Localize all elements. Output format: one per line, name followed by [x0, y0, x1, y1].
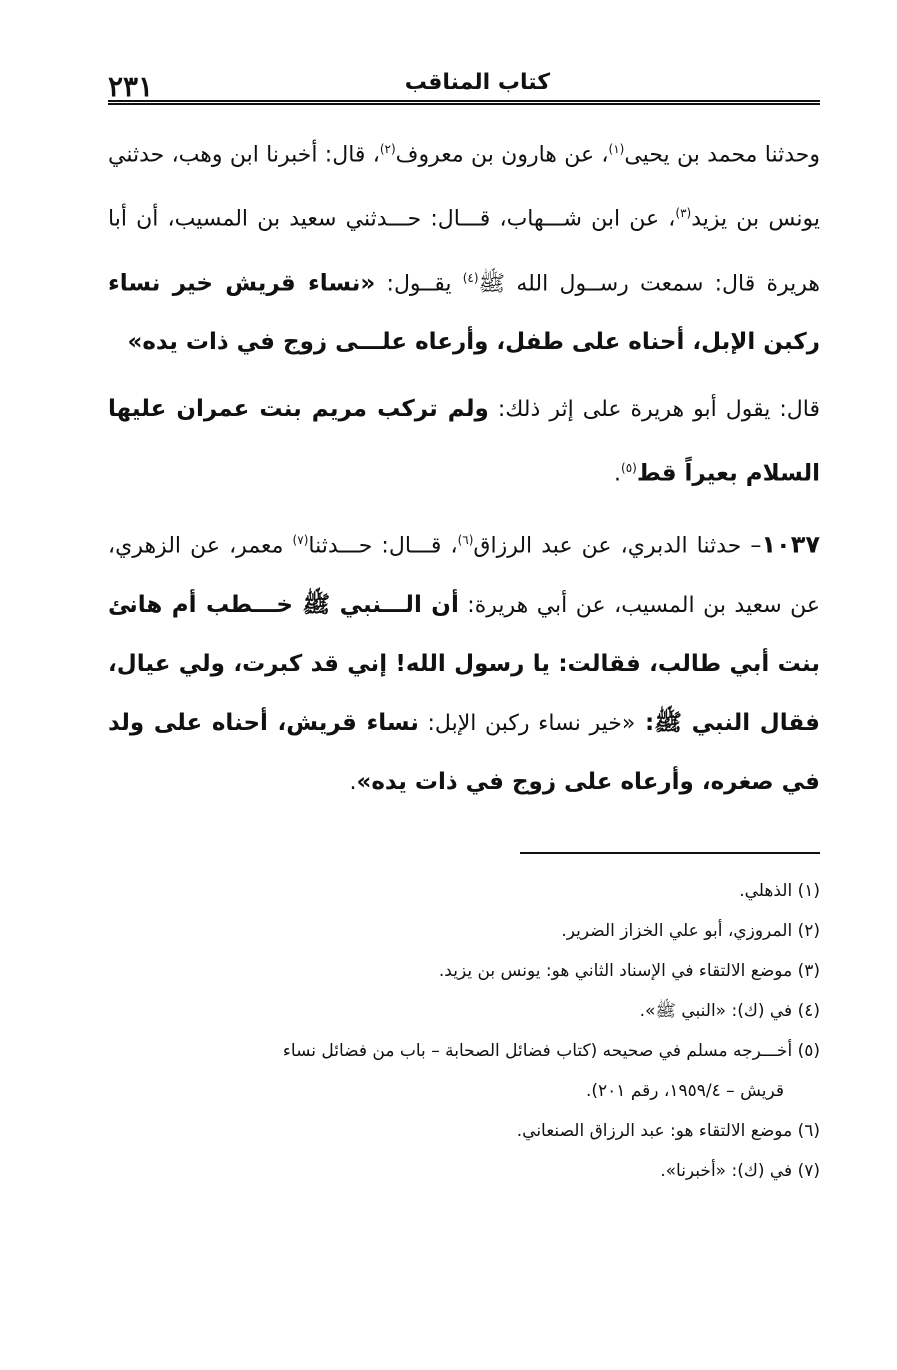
text-run: يقــول:: [375, 270, 463, 296]
paragraph-3: [108, 511, 820, 811]
footnote-4: (٤) في (ك): «النبي ﷺ».: [639, 1001, 820, 1021]
footnote-ref: (٣): [675, 206, 692, 221]
footnote-ref: (٤): [462, 270, 479, 285]
text-run: وحدثنا محمد بن يحيى: [624, 142, 820, 168]
hadith-text: ولم تركب مريم بنت عمران عليها السلام بعيراً قط: [108, 395, 820, 487]
footnote-5: (٥) أخـــرجه مسلم في صحيحه (كتاب فضائل الصحابة – باب من فضائل نساء: [282, 1041, 820, 1061]
chapter-title: كتاب المناقب: [404, 70, 550, 95]
text-run: معمر، عن الزهري، عن سعيد بن المسيب، عن أبي هريرة:: [108, 533, 820, 618]
text-run: ، عن ابن شـــهاب، قـــال: حـــدثني سعيد بن المسيب، أن أبا هريرة قال: سمعت رســول الله ﷺ: [108, 206, 821, 296]
footnotes: [108, 872, 820, 1192]
footnote-2: (٢) المروزي، أبو علي الخزاز الضرير.: [561, 921, 820, 941]
hadith-text: أن الـــنبي ﷺ خـــطب أم هانئ بنت أبي طالب، فقالت: يا رسول الله! إني قد كبرت، ولي عيال، فقال النبي ﷺ:: [108, 591, 820, 736]
text-run: ، قال: أخبرنا ابن وهب، حدثني يونس بن يزيد: [108, 142, 820, 232]
footnote-3: (٣) موضع الالتقاء في الإسناد الثاني هو: يونس بن يزيد.: [438, 961, 820, 981]
text-run: ، قـــال: حـــدثنا: [308, 533, 458, 559]
page-number: ٢٣١: [108, 70, 154, 103]
page-header: [108, 70, 820, 105]
footnote-ref: (٦): [457, 533, 474, 548]
footnote-ref: (٢): [379, 142, 396, 156]
text-run: .: [614, 461, 622, 487]
main-text: [108, 120, 820, 820]
text-run: قال: يقول أبو هريرة على إثر ذلك:: [488, 396, 821, 422]
paragraph-2: [108, 380, 820, 503]
footnote-1: (١) الذهلي.: [739, 881, 820, 901]
footnote-7: (٧) في (ك): «أخبرنا».: [660, 1161, 820, 1181]
footnote-6: (٦) موضع الالتقاء هو: عبد الرزاق الصنعاني.: [516, 1121, 820, 1141]
footnote-separator: [520, 852, 820, 854]
text-run: «خير نساء ركبن الإبل:: [418, 710, 636, 736]
footnote-5-continued: قريش – ١٩٥٩/٤، رقم ٢٠١).: [585, 1081, 784, 1101]
footnote-ref: (٧): [292, 533, 309, 548]
text-run: ، عن هارون بن معروف: [395, 142, 609, 168]
hadith-number: ١٠٣٧: [761, 530, 820, 559]
text-run: .: [349, 769, 357, 795]
hadith-text: «نساء قريش خير نساء ركبن الإبل، أحناه على طفل، وأرعاه علـــى زوج في ذات يده»: [108, 269, 820, 355]
text-run: – حدثنا الدبري، عن عبد الرزاق: [473, 533, 762, 559]
footnote-ref: (١): [608, 142, 625, 156]
hadith-text: نساء قريش، أحناه على ولد في صغره، وأرعاه على زوج في ذات يده»: [108, 709, 820, 795]
paragraph-1: [108, 120, 820, 372]
footnote-ref: (٥): [621, 460, 637, 475]
